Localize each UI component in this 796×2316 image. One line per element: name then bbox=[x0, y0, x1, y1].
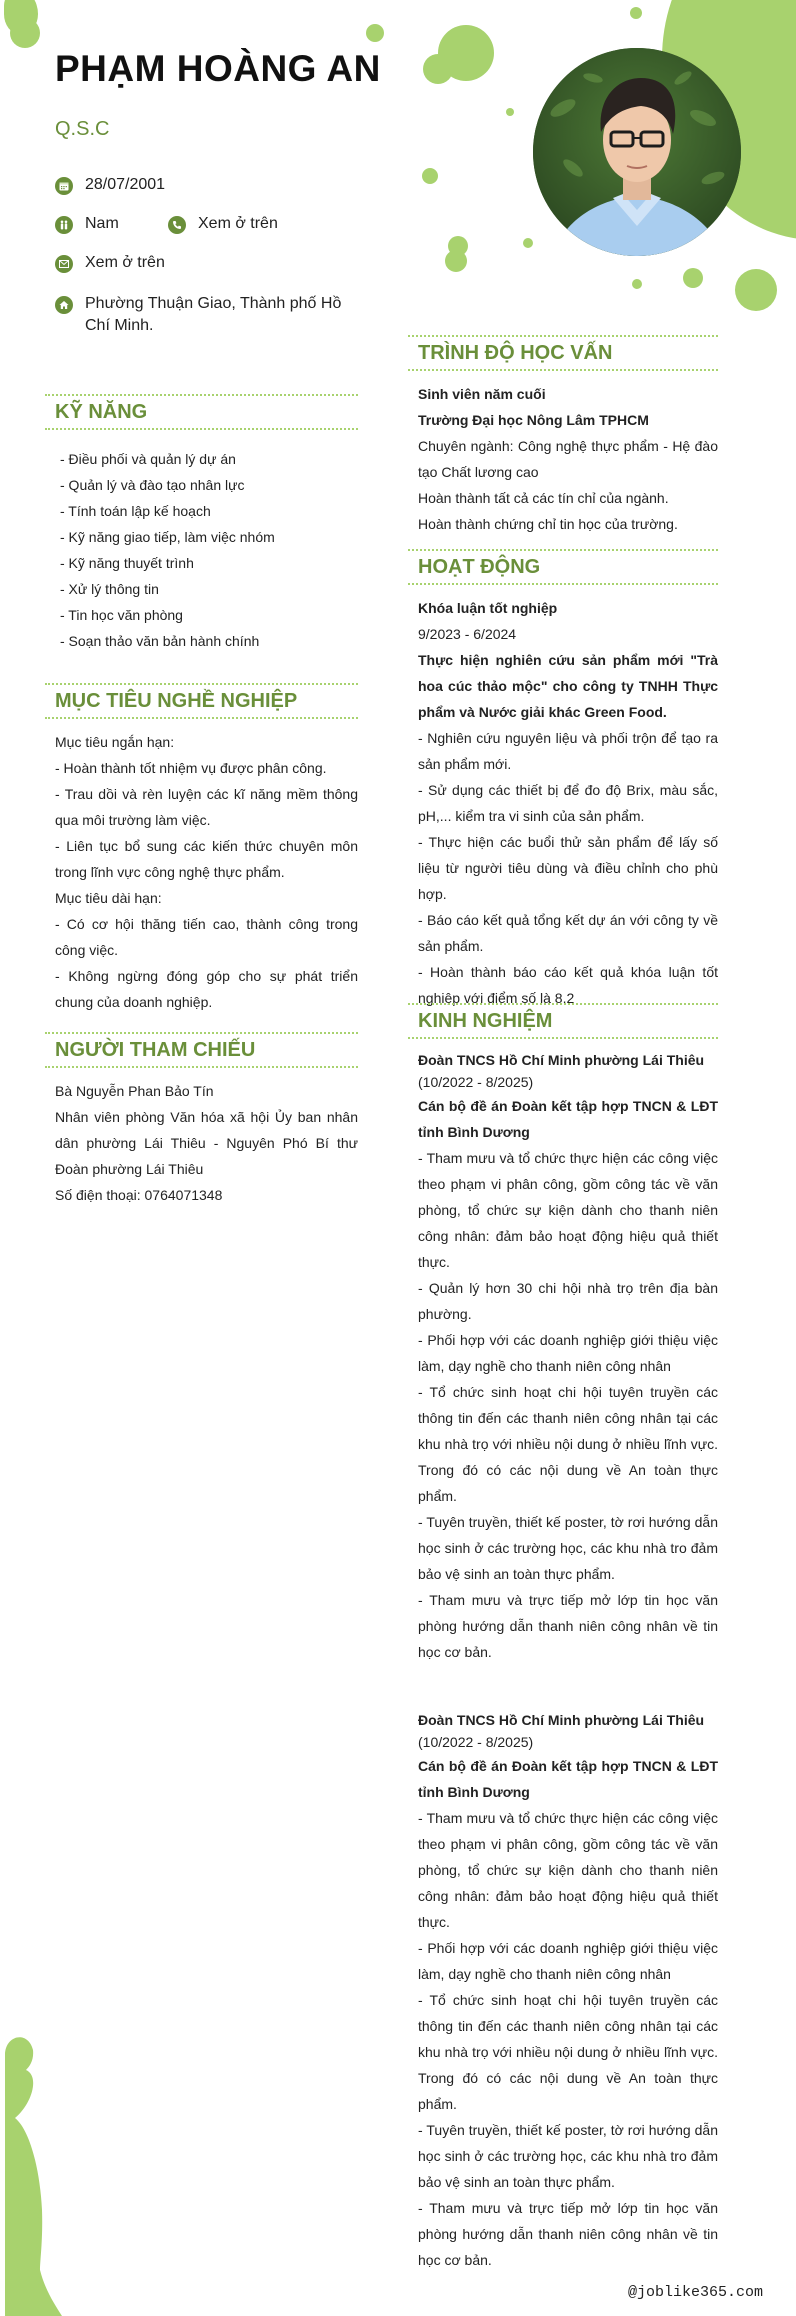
activities-body bbox=[408, 585, 718, 1011]
contact-phone bbox=[168, 215, 278, 234]
section-heading: MỤC TIÊU NGHỀ NGHIỆP bbox=[45, 683, 358, 719]
decor-dot bbox=[366, 24, 384, 42]
text-line: Hoàn thành tất cả các tín chỉ của ngành. bbox=[418, 490, 669, 506]
text-line: - Nghiên cứu nguyên liệu và phối trộn để tạo ra sản phẩm mới. bbox=[418, 730, 718, 772]
text-line: Nhân viên phòng Văn hóa xã hội Ủy ban nhân dân phường Lái Thiêu - Nguyên Phó Bí thư Đoàn phường Lái Thiêu bbox=[55, 1109, 358, 1177]
text-line: - Điều phối và quản lý dự án bbox=[60, 451, 236, 467]
reference-text bbox=[45, 1068, 358, 1208]
text-line: Hoàn thành chứng chỉ tin học của trường. bbox=[418, 516, 678, 532]
experience-period: (10/2022 - 8/2025) bbox=[418, 1074, 534, 1090]
text-line: - Thực hiện các buổi thử sản phẩm để lấy số liệu từ người tiêu dùng và điều chỉnh cho phù hợp. bbox=[418, 834, 718, 902]
experience-line: - Tham mưu và tổ chức thực hiện các công việc theo phạm vi phân công, gồm công tác về văn phòng, tổ chức sự kiện dành cho thanh niên công nhân: đảm bảo hoạt động hiệu quả thiết thực. bbox=[418, 1150, 718, 1270]
text-line: Bà Nguyễn Phan Bảo Tín bbox=[55, 1083, 214, 1099]
experience-org: Đoàn TNCS Hồ Chí Minh phường Lái Thiêu bbox=[418, 1712, 705, 1728]
education-degree: Sinh viên năm cuối bbox=[418, 386, 546, 402]
text-line: - Trau dồi và rèn luyện các kĩ năng mềm thông qua môi trường làm việc. bbox=[55, 786, 358, 828]
text-line: Chuyên ngành: Công nghệ thực phẩm - Hệ đào tạo Chất lương cao bbox=[418, 438, 718, 480]
decor-dot bbox=[632, 279, 642, 289]
section-heading: KỸ NĂNG bbox=[45, 394, 358, 430]
text-line: Mục tiêu ngắn hạn: bbox=[55, 734, 175, 750]
gender-value: Nam bbox=[85, 215, 119, 232]
text-line: - Kỹ năng giao tiếp, làm việc nhóm bbox=[60, 529, 275, 545]
decor-dot bbox=[506, 108, 514, 116]
decor-dot bbox=[423, 54, 453, 84]
section-skills bbox=[45, 394, 358, 654]
experience-role: Cán bộ đề án Đoàn kết tập hợp TNCN & LĐT tỉnh Bình Dương bbox=[418, 1098, 718, 1140]
section-heading: TRÌNH ĐỘ HỌC VẤN bbox=[408, 335, 718, 371]
text-line: - Sử dụng các thiết bị để đo độ Brix, màu sắc, pH,... kiểm tra vi sinh của sản phẩm. bbox=[418, 782, 718, 824]
experience-item bbox=[418, 1049, 718, 1665]
calendar-icon bbox=[55, 177, 73, 195]
section-heading: NGƯỜI THAM CHIẾU bbox=[45, 1032, 358, 1068]
experience-line: - Tổ chức sinh hoạt chi hội tuyên truyền các thông tin đến các thanh niên công nhân tại các khu nhà trọ với nhiều nội dung ở nhiều lĩnh vực. Trong đó có các nội dung về An toàn thực phẩm. bbox=[418, 1384, 718, 1504]
activity-name: Khóa luận tốt nghiệp bbox=[418, 600, 558, 616]
education-body bbox=[408, 371, 718, 537]
decor-dot bbox=[422, 168, 438, 184]
text-line: - Soạn thảo văn bản hành chính bbox=[60, 633, 260, 649]
activity-period: 9/2023 - 6/2024 bbox=[418, 626, 517, 642]
contact-email bbox=[55, 254, 165, 273]
section-activities bbox=[408, 549, 718, 1011]
phone-value[interactable]: Xem ở trên bbox=[198, 215, 278, 232]
section-objective bbox=[45, 683, 358, 1015]
text-line: - Hoàn thành tốt nhiệm vụ được phân công. bbox=[55, 760, 327, 776]
candidate-title: Q.S.C bbox=[55, 118, 110, 140]
candidate-name: PHẠM HOÀNG AN bbox=[55, 48, 381, 89]
objective-text bbox=[45, 719, 358, 1015]
text-line: - Có cơ hội thăng tiến cao, thành công trong công việc. bbox=[55, 916, 358, 958]
decor-dot bbox=[683, 268, 703, 288]
experience-line: - Phối hợp với các doanh nghiệp giới thiệu việc làm, dạy nghề cho thanh niên công nhân bbox=[418, 1332, 718, 1374]
decor-blob-top-left bbox=[10, 18, 40, 48]
text-line: - Báo cáo kết quả tổng kết dự án với công ty về sản phẩm. bbox=[418, 912, 718, 954]
text-line: - Xử lý thông tin bbox=[60, 581, 159, 597]
decor-dot bbox=[523, 238, 533, 248]
text-line: - Hoàn thành báo cáo kết quả khóa luận tốt nghiệp với điểm số là 8.2 bbox=[418, 964, 718, 1006]
section-heading: KINH NGHIỆM bbox=[408, 1003, 718, 1039]
experience-line: - Tổ chức sinh hoạt chi hội tuyên truyền các thông tin đến các thanh niên công nhân tại các khu nhà trọ với nhiều nội dung ở nhiều lĩnh vực. Trong đó có các nội dung về An toàn thực phẩm. bbox=[418, 1992, 718, 2112]
experience-line: - Tuyên truyền, thiết kế poster, tờ rơi hướng dẫn học sinh ở các trường học, các khu nhà tro đảm bảo vệ sinh an toàn thực phẩm. bbox=[418, 1514, 718, 1582]
experience-line: - Tham mưu và tổ chức thực hiện các công việc theo phạm vi phân công, gồm công tác về văn phòng, tổ chức sự kiện dành cho thanh niên công nhân: đảm bảo hoạt động hiệu quả thiết thực. bbox=[418, 1810, 718, 1930]
text-line: - Quản lý và đào tạo nhân lực bbox=[60, 477, 245, 493]
experience-line: - Quản lý hơn 30 chi hội nhà trọ trên địa bàn phường. bbox=[418, 1280, 718, 1322]
envelope-icon bbox=[55, 255, 73, 273]
text-line: - Liên tục bổ sung các kiến thức chuyên môn trong lĩnh vực công nghệ thực phẩm. bbox=[55, 838, 358, 880]
education-school: Trường Đại học Nông Lâm TPHCM bbox=[418, 412, 649, 428]
decor-dot bbox=[735, 269, 777, 311]
contact-birthday bbox=[55, 176, 165, 195]
activity-summary: Thực hiện nghiên cứu sản phẩm mới "Trà hoa cúc thảo mộc" cho công ty TNHH Thực phẩm và Nước giải khác Green Food. bbox=[418, 652, 718, 720]
decor-dot bbox=[630, 7, 642, 19]
home-icon bbox=[55, 296, 73, 314]
decor-blob-bottom-left bbox=[0, 2020, 70, 2316]
section-education bbox=[408, 335, 718, 537]
text-line: - Kỹ năng thuyết trình bbox=[60, 555, 194, 571]
contact-gender bbox=[55, 215, 119, 234]
email-value[interactable]: Xem ở trên bbox=[85, 254, 165, 271]
text-line: - Tin học văn phòng bbox=[60, 607, 183, 623]
experience-line: - Tham mưu và trực tiếp mở lớp tin học văn phòng hướng dẫn thanh niên công nhân về tin học cơ bản. bbox=[418, 1592, 718, 1660]
contact-address bbox=[55, 293, 345, 337]
experience-period: (10/2022 - 8/2025) bbox=[418, 1734, 534, 1750]
experience-line: - Phối hợp với các doanh nghiệp giới thiệu việc làm, dạy nghề cho thanh niên công nhân bbox=[418, 1940, 718, 1982]
text-line: - Không ngừng đóng góp cho sự phát triển chung của doanh nghiệp. bbox=[55, 968, 358, 1010]
address-value: Phường Thuận Giao, Thành phố Hồ Chí Minh. bbox=[85, 295, 342, 334]
section-heading: HOẠT ĐỘNG bbox=[408, 549, 718, 585]
experience-role: Cán bộ đề án Đoàn kết tập hợp TNCN & LĐT tỉnh Bình Dương bbox=[418, 1758, 718, 1800]
gender-icon bbox=[55, 216, 73, 234]
watermark: @joblike365.com bbox=[628, 2284, 764, 2301]
experience-line: - Tuyên truyền, thiết kế poster, tờ rơi hướng dẫn học sinh ở các trường học, các khu nhà tro đảm bảo vệ sinh an toàn thực phẩm. bbox=[418, 2122, 718, 2190]
section-reference bbox=[45, 1032, 358, 1208]
avatar-photo bbox=[533, 48, 741, 256]
text-line: - Tính toán lập kế hoạch bbox=[60, 503, 211, 519]
experience-line: - Tham mưu và trực tiếp mở lớp tin học văn phòng hướng dẫn thanh niên công nhân về tin học cơ bản. bbox=[418, 2200, 718, 2268]
section-experience bbox=[408, 1003, 718, 2273]
experience-body bbox=[408, 1039, 718, 2273]
skills-list bbox=[45, 436, 358, 654]
birthday-value: 28/07/2001 bbox=[85, 176, 166, 193]
text-line: Số điện thoại: 0764071348 bbox=[55, 1187, 223, 1203]
experience-item bbox=[418, 1709, 718, 2273]
text-line: Mục tiêu dài hạn: bbox=[55, 890, 162, 906]
phone-icon bbox=[168, 216, 186, 234]
experience-org: Đoàn TNCS Hồ Chí Minh phường Lái Thiêu bbox=[418, 1052, 705, 1068]
decor-dot bbox=[445, 250, 467, 272]
